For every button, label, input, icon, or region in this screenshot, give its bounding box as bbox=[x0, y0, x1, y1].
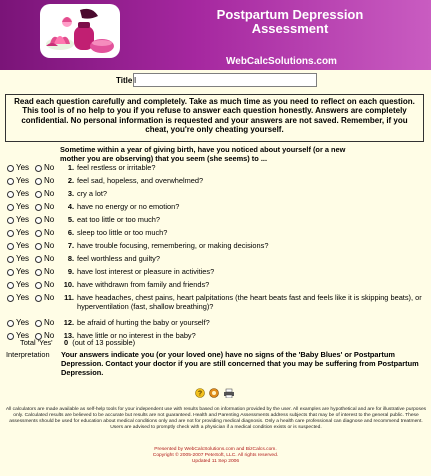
yes-option[interactable] bbox=[7, 241, 29, 251]
no-radio[interactable] bbox=[35, 295, 42, 302]
yes-label: Yes bbox=[16, 163, 30, 172]
question-text: have no energy or no emotion? bbox=[77, 202, 180, 211]
yes-radio[interactable] bbox=[7, 269, 14, 276]
interpretation-label: Interpretation bbox=[6, 350, 50, 359]
no-radio[interactable] bbox=[35, 191, 42, 198]
no-label: No bbox=[44, 293, 55, 302]
flower-cosmetics-icon bbox=[40, 4, 120, 58]
yes-option[interactable] bbox=[7, 215, 29, 225]
yes-label: Yes bbox=[16, 331, 30, 340]
no-option[interactable] bbox=[35, 163, 54, 173]
header-banner bbox=[0, 0, 431, 70]
question-text: be afraid of hurting the baby or yourself? bbox=[77, 318, 210, 327]
no-label: No bbox=[44, 318, 55, 327]
help-icon[interactable] bbox=[195, 388, 205, 398]
yes-label: Yes bbox=[16, 267, 30, 276]
credits-updated: Updated 11 Sep 2006 bbox=[191, 459, 240, 465]
no-label: No bbox=[44, 228, 55, 237]
instructions-box: Read each question carefully and completely. Take as much time as you need to reflect on each question. This tool is of no help to you if you refuse to answer each question honestly. Answers are completely confidential. No personal information is requested and your answers are not saved. Remember, if you cheat, you're only cheating yourself. bbox=[5, 94, 424, 142]
no-label: No bbox=[44, 163, 55, 172]
no-option[interactable] bbox=[35, 189, 54, 199]
total-label: Total 'Yes' bbox=[20, 338, 53, 347]
intro-text: Sometime within a year of giving birth, have you noticed about yourself (or a new mother you are observing) that you seem (she seems) to ... bbox=[60, 145, 346, 163]
footer-icon-bar bbox=[195, 388, 235, 398]
credits bbox=[0, 447, 431, 465]
question-number: 12. bbox=[63, 318, 74, 327]
yes-radio[interactable] bbox=[7, 178, 14, 185]
no-label: No bbox=[44, 331, 55, 340]
no-option[interactable] bbox=[35, 280, 54, 290]
no-option[interactable] bbox=[35, 215, 54, 225]
question-text: feel worthless and guilty? bbox=[77, 254, 160, 263]
logo-image bbox=[40, 4, 120, 58]
yes-option[interactable] bbox=[7, 176, 29, 186]
yes-option[interactable] bbox=[7, 293, 29, 303]
question-number: 3. bbox=[67, 189, 74, 198]
no-label: No bbox=[44, 241, 55, 250]
title-label: Title bbox=[116, 76, 133, 85]
no-option[interactable] bbox=[35, 241, 54, 251]
no-radio[interactable] bbox=[35, 230, 42, 237]
no-label: No bbox=[44, 254, 55, 263]
question-text: feel restless or irritable? bbox=[77, 163, 156, 172]
no-option[interactable] bbox=[35, 293, 54, 303]
interpretation-text: Your answers indicate you (or your loved one) have no signs of the 'Baby Blues' or Postpartum Depression. Contact your doctor if you are still concerned that you may be suffering from Postpartum Depression. bbox=[61, 350, 419, 377]
no-label: No bbox=[44, 267, 55, 276]
question-number: 4. bbox=[67, 202, 74, 211]
print-icon[interactable] bbox=[223, 388, 235, 398]
yes-label: Yes bbox=[16, 280, 30, 289]
yes-label: Yes bbox=[16, 215, 30, 224]
credits-presented-by[interactable]: Presented by WebCalcSolutions.com and BizCalcs.com. bbox=[154, 447, 277, 452]
no-label: No bbox=[44, 215, 55, 224]
question-number: 6. bbox=[67, 228, 74, 237]
total-suffix: (out of 13 possible) bbox=[72, 338, 136, 347]
yes-radio[interactable] bbox=[7, 204, 14, 211]
no-option[interactable] bbox=[35, 254, 54, 264]
credits-copyright: Copyright © 2005-2007 PeteSoft, LLC. All rights reserved. bbox=[152, 453, 279, 459]
question-number: 1. bbox=[67, 163, 74, 172]
no-radio[interactable] bbox=[35, 256, 42, 263]
no-radio[interactable] bbox=[35, 217, 42, 224]
question-number: 13. bbox=[63, 331, 74, 340]
question-number: 5. bbox=[67, 215, 74, 224]
yes-radio[interactable] bbox=[7, 191, 14, 198]
no-option[interactable] bbox=[35, 228, 54, 238]
question-text: have trouble focusing, remembering, or making decisions? bbox=[77, 241, 269, 250]
total-value bbox=[64, 338, 135, 347]
svg-text:?: ? bbox=[197, 390, 203, 398]
question-number: 9. bbox=[67, 267, 74, 276]
no-option[interactable] bbox=[35, 318, 54, 328]
yes-option[interactable] bbox=[7, 202, 29, 212]
info-icon[interactable] bbox=[209, 388, 219, 398]
no-radio[interactable] bbox=[35, 282, 42, 289]
yes-label: Yes bbox=[16, 254, 30, 263]
no-radio[interactable] bbox=[35, 243, 42, 250]
yes-radio[interactable] bbox=[7, 320, 14, 327]
yes-radio[interactable] bbox=[7, 256, 14, 263]
question-text: have withdrawn from family and friends? bbox=[77, 280, 210, 289]
no-option[interactable] bbox=[35, 202, 54, 212]
yes-radio[interactable] bbox=[7, 165, 14, 172]
yes-option[interactable] bbox=[7, 254, 29, 264]
question-number: 2. bbox=[67, 176, 74, 185]
yes-radio[interactable] bbox=[7, 230, 14, 237]
yes-label: Yes bbox=[16, 189, 30, 198]
question-number: 7. bbox=[67, 241, 74, 250]
yes-option[interactable] bbox=[7, 189, 29, 199]
no-option[interactable] bbox=[35, 267, 54, 277]
question-text: sleep too little or too much? bbox=[77, 228, 168, 237]
app-title-line2: Assessment bbox=[251, 21, 329, 36]
yes-option[interactable] bbox=[7, 280, 29, 290]
no-label: No bbox=[44, 280, 55, 289]
disclaimer-text: All calculators are made available as self-help tools for your independent use with results based on information provided by the user. All examples are hypothetical and are for illustrative purposes only. Calculated results are believed to be accurate but results are not guaranteed. Health and Parenting Assessments address subjects that may be of interest to the general public. These assessments should be used for education about medical conditions only and are not for providing medical diagnosis. Only a health care professional can diagnose and recommend treatment. Users are advised to promptly check with a physician if a medical condition exists or is suspected. bbox=[5, 407, 427, 431]
yes-label: Yes bbox=[16, 293, 30, 302]
no-radio[interactable] bbox=[35, 269, 42, 276]
yes-option[interactable] bbox=[7, 318, 29, 328]
no-radio[interactable] bbox=[35, 204, 42, 211]
no-label: No bbox=[44, 176, 55, 185]
yes-radio[interactable] bbox=[7, 282, 14, 289]
no-radio[interactable] bbox=[35, 178, 42, 185]
total-count: 0 bbox=[64, 338, 69, 347]
no-radio[interactable] bbox=[35, 165, 42, 172]
question-text: have lost interest or pleasure in activities? bbox=[77, 267, 215, 276]
question-number: 10. bbox=[63, 280, 74, 289]
no-label: No bbox=[44, 202, 55, 211]
yes-radio[interactable] bbox=[7, 243, 14, 250]
yes-label: Yes bbox=[16, 318, 30, 327]
yes-option[interactable] bbox=[7, 163, 29, 173]
site-name-link[interactable]: WebCalcSolutions.com bbox=[226, 56, 337, 67]
yes-option[interactable] bbox=[7, 267, 29, 277]
question-text: feel sad, hopeless, and overwhelmed? bbox=[77, 176, 204, 185]
app-title bbox=[200, 8, 380, 36]
yes-label: Yes bbox=[16, 228, 30, 237]
question-number: 11. bbox=[64, 293, 74, 302]
question-number: 8. bbox=[67, 254, 74, 263]
yes-label: Yes bbox=[16, 202, 30, 211]
no-radio[interactable] bbox=[35, 320, 42, 327]
no-option[interactable] bbox=[35, 176, 54, 186]
yes-radio[interactable] bbox=[7, 295, 14, 302]
no-label: No bbox=[44, 189, 55, 198]
yes-label: Yes bbox=[16, 176, 30, 185]
question-text: eat too little or too much? bbox=[77, 215, 160, 224]
yes-radio[interactable] bbox=[7, 217, 14, 224]
yes-radio[interactable] bbox=[7, 333, 14, 340]
question-text: have headaches, chest pains, heart palpitations (the heart beats fast and feels like it is skipping beats), or hyperventilation (fast, shallow breathing)? bbox=[77, 293, 422, 311]
app-title-line1: Postpartum Depression bbox=[216, 7, 364, 22]
question-text: have little or no interest in the baby? bbox=[77, 331, 196, 340]
question-text: cry a lot? bbox=[77, 189, 107, 198]
yes-label: Yes bbox=[16, 241, 30, 250]
yes-option[interactable] bbox=[7, 228, 29, 238]
title-input[interactable] bbox=[133, 73, 317, 87]
